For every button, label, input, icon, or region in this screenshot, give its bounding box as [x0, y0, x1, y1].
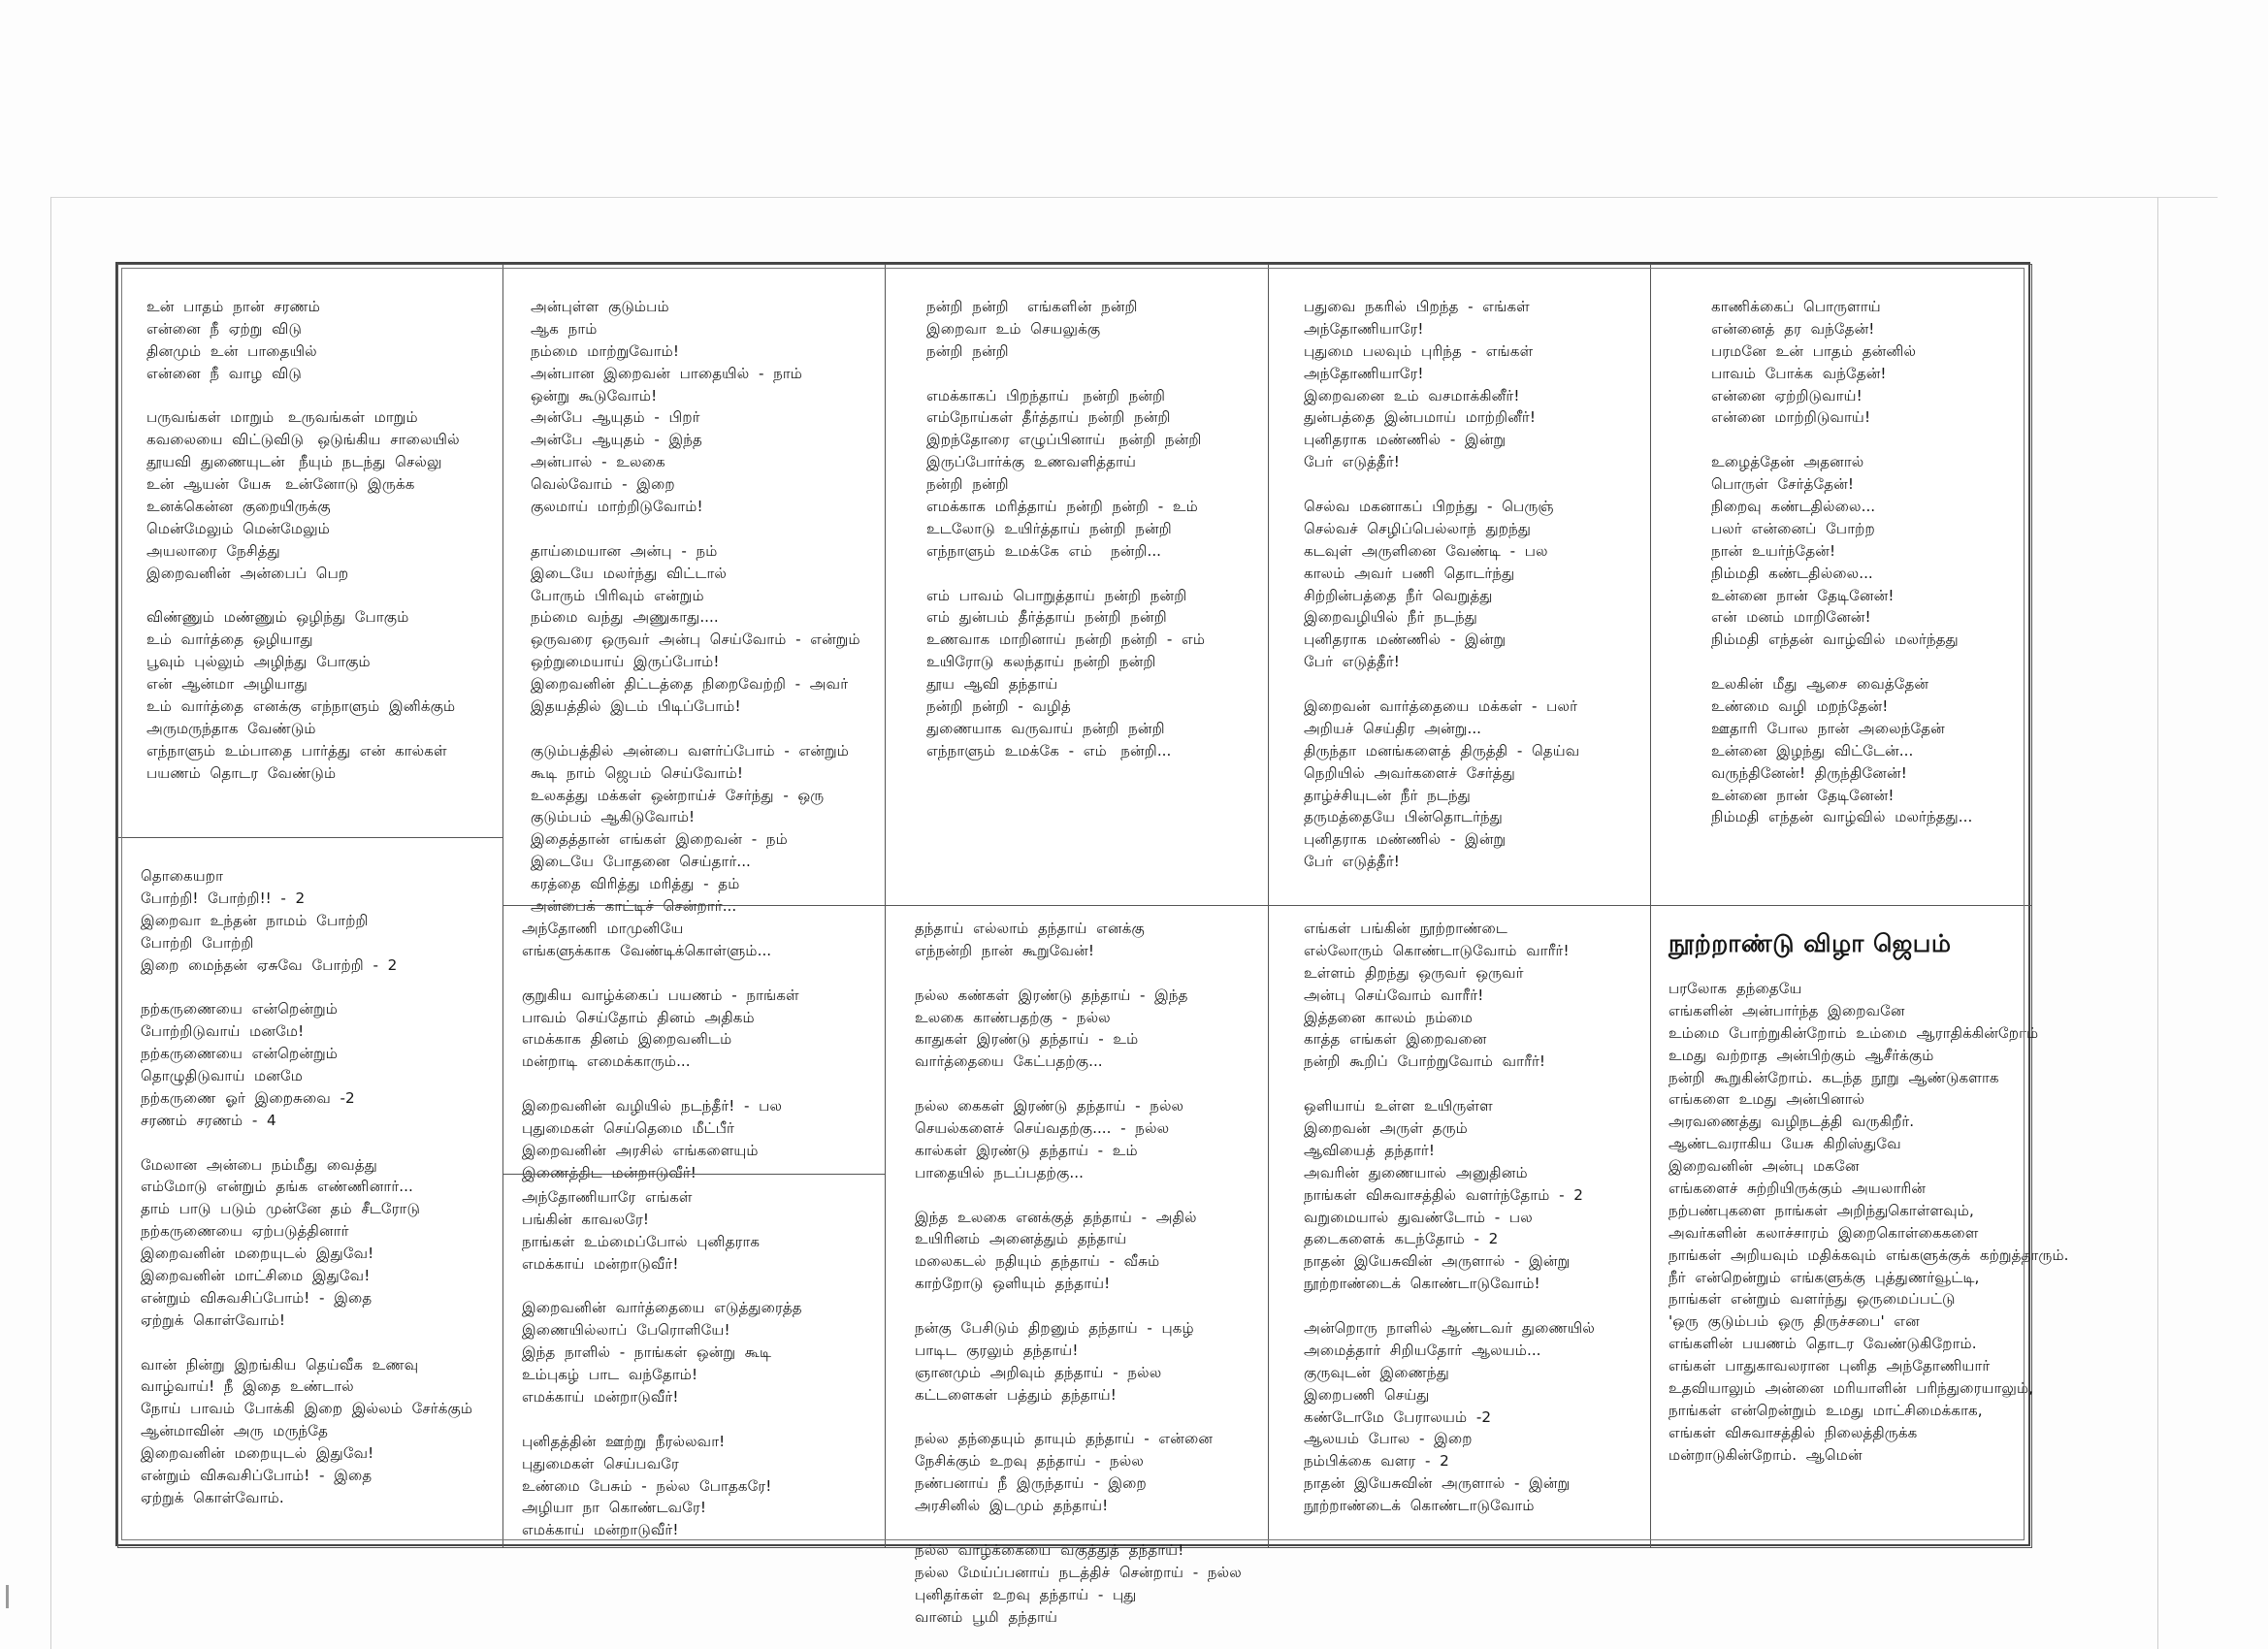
lyric-line: பருவங்கள் மாறும் உருவங்கள் மாறும்: [146, 408, 418, 427]
stanza-break: [915, 1517, 1242, 1539]
lyric-line: அவரின் துணையால் அனுதினம்: [1304, 1163, 1528, 1181]
lyric-line: உனக்கென்ன குறையிருக்கு: [146, 498, 331, 516]
lyric-line: எமக்காய் மன்றாடுவீர்!: [522, 1521, 679, 1539]
song-panel-6: [117, 837, 503, 1548]
song-panel-10: [1268, 905, 1651, 1548]
lyric-line: புனிதராக மண்ணில் - இன்று: [1304, 630, 1507, 649]
lyric-line: உணவாக மாறினாய் நன்றி நன்றி - எம்: [926, 630, 1206, 649]
stanza-break: [1304, 1073, 1595, 1095]
lyric-line: இறைபணி செய்து: [1304, 1385, 1430, 1404]
lyric-line: மேலான அன்பை நம்மீது வைத்து: [141, 1155, 377, 1174]
lyric-line: வான் நின்று இறங்கிய தெய்வீக உணவு: [141, 1355, 419, 1374]
stanza-break: [926, 563, 1205, 585]
stanza-break: [522, 1408, 802, 1431]
lyric-line: பாடிட குரலும் தந்தாய்!: [915, 1341, 1079, 1359]
lyric-line: ஆன்மாவின் அரு மருந்தே: [141, 1422, 329, 1440]
song-panel-1: [117, 264, 503, 838]
lyric-line: நாங்கள் என்றும் வளர்ந்து ஒருமைப்பட்டு: [1669, 1290, 1956, 1309]
stanza-break: [141, 1132, 472, 1154]
lyric-line: அன்பான இறைவன் பாதையில் - நாம்: [531, 364, 803, 382]
lyric-line: துணையாக வருவாய் நன்றி நன்றி: [926, 719, 1165, 737]
lyric-line: அன்புள்ள குடும்பம்: [531, 298, 669, 315]
lyric-line: என்னைத் தர வந்தேன்!: [1711, 319, 1875, 338]
lyric-line: இந்த உலகை எனக்குத் தந்தாய் - அதில்: [915, 1208, 1197, 1226]
lyric-line: நற்கருணையை ஏற்படுத்தினார்: [141, 1222, 349, 1241]
song-panel-8: [502, 1174, 886, 1548]
lyric-line: நம்மை வந்து அணுகாது....: [531, 608, 719, 627]
lyric-line: பாவம் போக்க வந்தேன்!: [1711, 364, 1887, 382]
lyric-line: தூய ஆவி தந்தாய்: [926, 675, 1058, 694]
lyric-line: எங்களுக்காக வேண்டிக்கொள்ளும்...: [522, 941, 772, 959]
lyric-line: தாம் பாடு படும் முன்னே தம் சீடரோடு: [141, 1200, 421, 1218]
song-sheet: [115, 262, 2069, 1626]
scan-page-edge-right: [2157, 197, 2158, 1649]
lyric-line: எமக்காய் மன்றாடுவீர்!: [522, 1388, 679, 1406]
stanza-break: [141, 976, 472, 998]
lyric-line: இறைவனின் அன்பு மகனே: [1669, 1157, 1860, 1176]
lyric-line: கரத்தை விரித்து மரித்து - தம்: [531, 875, 740, 893]
lyric-line: நற்பண்புகளை நாங்கள் அறிந்துகொள்ளவும்,: [1669, 1201, 1974, 1219]
lyric-line: விண்ணும் மண்ணும் ஒழிந்து போகும்: [146, 608, 409, 627]
lyric-line: பேர் எடுத்தீர்!: [1304, 653, 1400, 671]
lyric-line: பரலோக தந்தையே: [1669, 980, 1802, 997]
lyric-line: என்னை நீ ஏற்று விடு: [146, 319, 303, 338]
lyric-line: அறியச் செய்திர அன்று...: [1304, 719, 1482, 737]
stanza-break: [531, 518, 860, 540]
lyric-line: நாங்கள் அறியவும் மதிக்கவும் எங்களுக்குக் கற்றுத்தாரும்.: [1669, 1245, 2069, 1264]
lyric-line: நன்றி கூறிப் போற்றுவோம் வாரீர்!: [1304, 1052, 1545, 1071]
lyric-line: ஏற்றுக் கொள்வோம்!: [141, 1310, 285, 1329]
song-panel-3: [885, 264, 1269, 906]
lyric-line: நாங்கள் உம்மைப்போல் புனிதராக: [522, 1232, 761, 1250]
lyric-line: எங்களின் அன்பார்ந்த இறைவனே: [1669, 1001, 1905, 1019]
lyric-line: ஒருவரை ஒருவர் அன்பு செய்வோம் - என்றும்: [531, 630, 860, 649]
lyric-line: அமைத்தார் சிறியதோர் ஆலயம்...: [1304, 1341, 1541, 1359]
stanza-break: [915, 1295, 1242, 1317]
lyric-line: ஒன்று கூடுவோம்!: [531, 386, 658, 404]
lyric-line: தூயவி துணையுடன் நீயும் நடந்து செல்லு: [146, 453, 442, 471]
lyric-line: போரும் பிரிவும் என்றும்: [531, 586, 704, 604]
lyric-line: உயிரோடு கலந்தாய் நன்றி நன்றி: [926, 653, 1156, 671]
lyric-line: அருமருந்தாக வேண்டும்: [146, 719, 316, 737]
lyric-line: ஒற்றுமையாய் இருப்போம்!: [531, 653, 720, 671]
stanza-break: [522, 1276, 802, 1298]
lyric-line: நூற்றாண்டைக் கொண்டாடுவோம்!: [1304, 1275, 1540, 1293]
lyric-line: வறுமையால் துவண்டோம் - பல: [1304, 1208, 1533, 1226]
lyric-line: கட்டளைகள் பத்தும் தந்தாய்!: [915, 1385, 1117, 1404]
lyric-line: என் மனம் மாறினேன்!: [1711, 608, 1871, 627]
scan-page-edge-top: [50, 197, 2218, 198]
lyric-line: உமது வற்றாத அன்பிற்கும் ஆசீர்க்கும்: [1669, 1046, 1934, 1064]
lyric-line: நாங்கள் என்றென்றும் உமது மாட்சிமைக்காக,: [1669, 1401, 1983, 1419]
lyric-line: அன்பே ஆயுதம் - இந்த: [531, 431, 702, 449]
lyric-line: உழைத்தேன் அதனால்: [1711, 453, 1864, 471]
lyric-line: ஆவியைத் தந்தார்!: [1304, 1141, 1435, 1159]
lyric-line: எம்நோய்கள் தீர்த்தாய் நன்றி நன்றி: [926, 408, 1171, 427]
lyric-line: இடையே போதனை செய்தார்...: [531, 853, 751, 871]
lyric-line: உன் ஆயன் யேசு உன்னோடு இருக்க: [146, 475, 415, 494]
lyric-line: நிம்மதி எந்தன் வாழ்வில் மலர்ந்தது: [1711, 630, 1959, 649]
lyric-line: நம்பிக்கை வளர - 2: [1304, 1452, 1449, 1471]
lyric-line: இடையே மலர்ந்து விட்டால்: [531, 564, 728, 582]
lyric-line: நற்கருணையை என்றென்றும்: [141, 1045, 338, 1063]
lyric-line: செல்வச் செழிப்பெல்லாந் துறந்து: [1304, 519, 1532, 537]
lyric-line: நான் உயர்ந்தேன்!: [1711, 541, 1836, 560]
lyric-line: எந்நன்றி நான் கூறுவேன்!: [915, 941, 1094, 959]
lyric-line: இறைவா உந்தன் நாமம் போற்றி: [141, 911, 369, 929]
stanza-break: [915, 962, 1242, 985]
lyric-line: எந்நாளும் உம்பாதை பார்த்து என் கால்கள்: [146, 741, 447, 760]
lyric-line: மென்மேலும் மென்மேலும்: [146, 519, 330, 537]
lyric-line: 'ஒரு குடும்பம் ஒரு திருச்சபை' என: [1669, 1312, 1920, 1331]
lyric-line: பேர் எடுத்தீர்!: [1304, 453, 1400, 471]
stanza-break: [522, 1073, 799, 1095]
lyric-line: அன்றொரு நாளில் ஆண்டவர் துணையில்: [1304, 1319, 1595, 1338]
lyric-line: அரசினில் இடமும் தந்தாய்!: [915, 1497, 1109, 1515]
song-panel-2: [502, 264, 886, 916]
lyric-line: இணைத்திட மன்றாடுவீர்!: [522, 1163, 697, 1181]
lyric-line: போற்றி போற்றி: [141, 933, 254, 952]
lyric-line: மலைகடல் நதியும் தந்தாய் - வீசும்: [915, 1252, 1160, 1271]
lyric-line: ஊதாரி போல நான் அலைந்தேன்: [1711, 719, 1945, 737]
lyric-line: உலகின் மீது ஆசை வைத்தேன்: [1711, 675, 1929, 694]
lyric-line: அழியா நா கொண்டவரே!: [522, 1499, 706, 1517]
lyric-line: பயணம் தொடர வேண்டும்: [146, 763, 337, 782]
lyric-line: உள்ளம் திறந்து ஒருவர் ஒருவர்: [1304, 963, 1524, 982]
lyric-line: கடவுள் அருளினை வேண்டி - பல: [1304, 541, 1548, 560]
lyric-line: புனிதர்கள் உறவு தந்தாய் - புது: [915, 1585, 1137, 1603]
lyric-line: ஆலயம் போல - இறை: [1304, 1430, 1473, 1448]
lyric-line: ஞானமும் அறிவும் தந்தாய் - நல்ல: [915, 1363, 1162, 1381]
lyric-line: எந்நாளும் உமக்கே - எம் நன்றி...: [926, 741, 1172, 760]
lyric-line: பலர் என்னைப் போற்ற: [1711, 519, 1875, 537]
lyric-line: அவர்களின் கலாச்சாரம் இறைகொள்கைகளை: [1669, 1223, 1979, 1242]
lyric-line: துன்பத்தை இன்பமாய் மாற்றினீர்!: [1304, 408, 1536, 427]
lyric-line: என் ஆன்மா அழியாது: [146, 675, 308, 694]
stanza-break: [1304, 473, 1579, 496]
lyric-line: காலம் அவர் பணி தொடர்ந்து: [1304, 564, 1515, 582]
stanza-break: [146, 585, 460, 607]
lyric-line: புதுமைகள் செய்தெமை மீட்பீர்: [522, 1119, 734, 1138]
lyric-line: அந்தோணி மாமுனியே: [522, 920, 684, 937]
lyric-line: இறைவனின் மாட்சிமை இதுவே!: [141, 1267, 371, 1285]
lyric-line: நோய் பாவம் போக்கி இறை இல்லம் சேர்க்கும்: [141, 1400, 473, 1418]
lyric-line: ஆண்டவராகிய யேசு கிறிஸ்துவே: [1669, 1135, 1901, 1153]
lyric-line: இறை மைந்தன் ஏசுவே போற்றி - 2: [141, 955, 398, 974]
lyric-line: பூவும் புல்லும் அழிந்து போகும்: [146, 653, 371, 671]
song-panel-5: [1650, 264, 2032, 906]
lyric-line: குடும்பத்தில் அன்பை வளர்ப்போம் - என்றும்: [531, 741, 850, 760]
lyric-line: பாதையில் நடப்பதற்கு...: [915, 1163, 1084, 1181]
lyric-line: இறைவா உம் செயலுக்கு: [926, 319, 1101, 338]
lyric-line: தொழுதிடுவாய் மனமே: [141, 1067, 303, 1085]
lyric-line: என்னை நீ வாழ விடு: [146, 364, 302, 382]
lyric-line: எங்கள் பங்கின் நூற்றாண்டை: [1304, 920, 1507, 937]
lyric-line: குருவுடன் இணைந்து: [1304, 1363, 1449, 1381]
lyric-line: இறைவனின் வழியில் நடந்தீர்! - பல: [522, 1097, 783, 1116]
lyric-line: உலகத்து மக்கள் ஒன்றாய்ச் சேர்ந்து - ஒரு: [531, 786, 825, 804]
lyric-line: இறைவனின் திட்டத்தை நிறைவேற்றி - அவர்: [531, 675, 849, 694]
lyric-line: இந்த நாளில் - நாங்கள் ஒன்று கூடி: [522, 1343, 772, 1362]
lyric-line: உம் வார்த்தை ஒழியாது: [146, 630, 313, 649]
lyric-line: எங்கள் விசுவாசத்தில் நிலைத்திருக்க: [1669, 1423, 1918, 1441]
lyric-line: செயல்களைச் செய்வதற்கு.... - நல்ல: [915, 1119, 1170, 1138]
lyric-line: குலமாய் மாற்றிடுவோம்!: [531, 498, 703, 516]
lyric-line: உதவியாலும் அன்னை மரியாளின் பரிந்துரையாலும்,: [1669, 1379, 2034, 1398]
binder-mark: [6, 1585, 9, 1608]
lyric-line: உம் வார்த்தை எனக்கு எந்நாளும் இனிக்கும்: [146, 697, 456, 716]
lyric-line: இத்தனை காலம் நம்மை: [1304, 1008, 1474, 1026]
lyric-line: வானம் பூமி தந்தாய்: [915, 1607, 1058, 1626]
stanza-break: [1304, 673, 1579, 695]
lyric-line: மன்றாடுகின்றோம். ஆமென்: [1669, 1445, 1863, 1464]
stanza-break: [141, 1332, 472, 1354]
lyric-line: எமக்காய் மன்றாடுவீர்!: [522, 1254, 679, 1273]
lyric-line: உன்னை நான் தேடினேன்!: [1711, 786, 1895, 804]
lyric-line: நல்ல கைகள் இரண்டு தந்தாய் - நல்ல: [915, 1097, 1184, 1116]
lyric-line: குறுகிய வாழ்க்கைப் பயணம் - நாங்கள்: [522, 986, 799, 1004]
lyric-line: நன்றி கூறுகின்றோம். கடந்த நூறு ஆண்டுகளாக: [1669, 1068, 1999, 1086]
lyric-line: என்றும் விசுவசிப்போம்! - இதை: [141, 1467, 373, 1485]
lyric-line: எங்களை உமது அன்பினால்: [1669, 1090, 1865, 1109]
lyric-line: இறைவன் வார்த்தையை மக்கள் - பலர்: [1304, 697, 1577, 716]
lyric-line: நற்கருணை ஓர் இறைசுவை -2: [141, 1088, 355, 1107]
lyric-line: உண்மை வழி மறந்தேன்!: [1711, 697, 1889, 716]
lyric-line: எந்நாளும் உமக்கே எம் நன்றி...: [926, 541, 1162, 560]
lyric-line: புனிதத்தின் ஊற்று நீரல்லவா!: [522, 1432, 726, 1450]
lyric-line: புதுமை பலவும் புரிந்த - எங்கள்: [1304, 341, 1534, 360]
lyric-line: மன்றாடி எமைக்காரும்...: [522, 1052, 691, 1071]
lyric-line: திருந்தா மனங்களைத் திருத்தி - தெய்வ: [1304, 741, 1580, 760]
lyric-line: பேர் எடுத்தீர்!: [1304, 853, 1400, 871]
lyric-line: தொகையறா: [141, 867, 224, 885]
lyric-line: உயிரினம் அனைத்தும் தந்தாய்: [915, 1230, 1127, 1248]
lyric-line: பங்கின் காவலரே!: [522, 1210, 649, 1228]
lyric-line: எங்களின் பயணம் தொடர வேண்டுகிறோம்.: [1669, 1335, 1977, 1353]
song-panel-4: [1268, 264, 1651, 906]
lyric-line: என்றும் விசுவசிப்போம்! - இதை: [141, 1288, 373, 1307]
lyric-line: எங்களைச் சுற்றியிருக்கும் அயலாரின்: [1669, 1180, 1927, 1198]
lyric-line: சரணம் சரணம் - 4: [141, 1111, 276, 1129]
lyric-line: உன் பாதம் நான் சரணம்: [146, 298, 321, 315]
lyric-line: வெல்வோம் - இறை: [531, 475, 675, 494]
stanza-break: [1304, 1295, 1595, 1317]
lyric-line: உலகை காண்பதற்கு - நல்ல: [915, 1008, 1111, 1026]
lyric-line: இணையில்லாப் பேரொளியே!: [522, 1321, 730, 1340]
stanza-break: [1711, 429, 1972, 451]
lyric-line: நன்றி நன்றி எங்களின் நன்றி: [926, 298, 1138, 315]
lyric-line: நீர் என்றென்றும் எங்களுக்கு புத்துணர்வூட்டி,: [1669, 1268, 1980, 1286]
lyric-line: என்னை மாற்றிடுவாய்!: [1711, 408, 1871, 427]
lyric-line: நன்றி நன்றி - வழித்: [926, 697, 1071, 716]
lyric-line: எம் துன்பம் தீர்த்தாய் நன்றி நன்றி: [926, 608, 1167, 627]
lyric-line: உம்புகழ் பாட வந்தோம்!: [522, 1366, 698, 1384]
lyric-line: அன்பு செய்வோம் வாரீர்!: [1304, 986, 1484, 1004]
stanza-break: [926, 363, 1205, 385]
lyric-line: நற்கருணையை என்றென்றும்: [141, 1000, 338, 1018]
lyric-line: அன்பைக் காட்டிச் சென்றார்...: [531, 897, 737, 916]
prayer-heading: நூற்றாண்டு விழா ஜெபம்: [1669, 929, 1952, 957]
lyric-line: தாழ்ச்சியுடன் நீர் நடந்து: [1304, 786, 1471, 804]
lyric-line: உன்னை இழந்து விட்டேன்...: [1711, 741, 1914, 760]
lyric-line: நம்மை மாற்றுவோம்!: [531, 341, 679, 360]
lyric-line: எம் பாவம் பொறுத்தாய் நன்றி நன்றி: [926, 586, 1187, 604]
lyric-line: தினமும் உன் பாதையில்: [146, 341, 317, 360]
lyric-line: போற்றி! போற்றி!! - 2: [141, 889, 306, 907]
lyric-line: அந்தோணியாரே!: [1304, 364, 1424, 382]
lyric-line: நல்ல மேய்ப்பனாய் நடத்திச் சென்றாய் - நல்ல: [915, 1563, 1242, 1581]
lyric-line: புதுமைகள் செய்பவரே: [522, 1454, 679, 1472]
lyric-line: நாங்கள் விசுவாசத்தில் வளர்ந்தோம் - 2: [1304, 1185, 1583, 1204]
lyric-line: வார்த்தையை கேட்பதற்கு...: [915, 1052, 1103, 1071]
lyric-line: காத்த எங்கள் இறைவனை: [1304, 1030, 1487, 1049]
lyric-line: நல்ல கண்கள் இரண்டு தந்தாய் - இந்த: [915, 986, 1188, 1004]
lyric-line: பொருள் சேர்த்தேன்!: [1711, 475, 1855, 494]
lyric-line: இறைவனின் அன்பைப் பெற: [146, 564, 349, 582]
lyric-line: எமக்காகப் பிறந்தாய் நன்றி நன்றி: [926, 386, 1166, 404]
lyric-line: ஒளியாய் உள்ள உயிருள்ள: [1304, 1097, 1493, 1116]
lyric-line: நூற்றாண்டைக் கொண்டாடுவோம்: [1304, 1497, 1535, 1515]
stanza-break: [1711, 651, 1972, 673]
song-panel-9: [885, 905, 1269, 1626]
lyric-line: உடலோடு உயிர்த்தாய் நன்றி நன்றி: [926, 519, 1172, 537]
lyric-line: அன்பே ஆயுதம் - பிறர்: [531, 408, 700, 427]
lyric-line: உம்மை போற்றுகின்றோம் உம்மை ஆராதிக்கின்றோம்: [1669, 1023, 2039, 1042]
lyric-line: புனிதராக மண்ணில் - இன்று: [1304, 830, 1507, 849]
lyric-line: நன்றி நன்றி: [926, 341, 1009, 360]
lyric-line: இறைவனின் மறையுடல் இதுவே!: [141, 1444, 374, 1463]
lyric-line: அயலாரை நேசித்து: [146, 541, 280, 560]
lyric-line: இறந்தோரை எழுப்பினாய் நன்றி நன்றி: [926, 431, 1202, 449]
lyric-line: கூடி நாம் ஜெபம் செய்வோம்!: [531, 763, 744, 782]
lyric-line: கால்கள் இரண்டு தந்தாய் - உம்: [915, 1141, 1138, 1159]
stanza-break: [522, 962, 799, 985]
lyric-line: பரமனே உன் பாதம் தன்னில்: [1711, 341, 1917, 360]
lyric-line: வருந்தினேன்! திருந்தினேன்!: [1711, 763, 1907, 782]
lyric-line: எல்லோரும் கொண்டாடுவோம் வாரீர்!: [1304, 941, 1570, 959]
stanza-break: [531, 718, 860, 740]
lyric-line: நன்கு பேசிடும் திறனும் தந்தாய் - புகழ்: [915, 1319, 1194, 1338]
lyric-line: நாதன் இயேசுவின் அருளால் - இன்று: [1304, 1252, 1571, 1271]
lyric-line: இறைவனின் அரசில் எங்களையும்: [522, 1141, 759, 1159]
lyric-line: காற்றோடு ஒளியும் தந்தாய்!: [915, 1275, 1111, 1293]
lyric-line: பதுவை நகரில் பிறந்த - எங்கள்: [1304, 298, 1530, 315]
lyric-line: ஏற்றுக் கொள்வோம்.: [141, 1488, 284, 1506]
lyric-line: நல்ல தந்தையும் தாயும் தந்தாய் - என்னை: [915, 1430, 1214, 1448]
lyric-line: தருமத்தையே பின்தொடர்ந்து: [1304, 808, 1503, 826]
lyric-line: புனிதராக மண்ணில் - இன்று: [1304, 431, 1507, 449]
lyric-line: இதைத்தான் எங்கள் இறைவன் - நம்: [531, 830, 788, 849]
stanza-break: [915, 1406, 1242, 1429]
lyric-line: நாதன் இயேசுவின் அருளால் - இன்று: [1304, 1474, 1571, 1493]
lyric-line: எங்கள் பாதுகாவலரான புனித அந்தோணியார்: [1669, 1357, 1991, 1375]
prayer-panel: [1650, 905, 2069, 1548]
lyric-line: நல்ல வாழ்க்கையை வகுத்துத் தந்தாய்!: [915, 1540, 1184, 1559]
lyric-line: அன்பால் - உலகை: [531, 453, 665, 471]
lyric-line: செல்வ மகனாகப் பிறந்து - பெருஞ்: [1304, 498, 1554, 516]
song-panel-7: [502, 905, 886, 1181]
lyric-line: நிம்மதி கண்டதில்லை...: [1711, 564, 1873, 582]
lyric-line: தடைகளைக் கடந்தோம் - 2: [1304, 1230, 1499, 1248]
lyric-line: இதயத்தில் இடம் பிடிப்போம்!: [531, 697, 741, 716]
lyric-line: இறைவனின் வார்த்தையை எடுத்துரைத்த: [522, 1299, 802, 1317]
stanza-break: [146, 385, 460, 407]
lyric-line: போற்றிடுவாய் மனமே!: [141, 1022, 305, 1041]
lyric-line: நிம்மதி எந்தன் வாழ்வில் மலர்ந்தது...: [1711, 808, 1973, 826]
lyric-line: கண்டோமே பேராலயம் -2: [1304, 1407, 1492, 1426]
lyric-line: காதுகள் இரண்டு தந்தாய் - உம்: [915, 1030, 1139, 1049]
lyric-line: சிற்றின்பத்தை நீர் வெறுத்து: [1304, 586, 1493, 604]
lyric-line: நன்றி நன்றி: [926, 475, 1009, 494]
lyric-line: எமக்காக மரித்தாய் நன்றி நன்றி - உம்: [926, 498, 1198, 516]
lyric-line: குடும்பம் ஆகிடுவோம்!: [531, 808, 696, 826]
lyric-line: நெறியில் அவர்களைச் சேர்த்து: [1304, 763, 1515, 782]
stanza-break: [915, 1073, 1242, 1095]
lyric-line: நண்பனாய் நீ இருந்தாய் - இறை: [915, 1474, 1147, 1493]
lyric-line: இறைவனை உம் வசமாக்கினீர்!: [1304, 386, 1520, 404]
lyric-line: உண்மை பேசும் - நல்ல போதகரே!: [522, 1476, 772, 1495]
stanza-break: [915, 1184, 1242, 1207]
lyric-line: தாய்மையான அன்பு - நம்: [531, 541, 718, 560]
scan-page-edge-left: [50, 197, 51, 1649]
lyric-line: நிறைவு கண்டதில்லை...: [1711, 498, 1876, 516]
lyric-line: உன்னை நான் தேடினேன்!: [1711, 586, 1895, 604]
lyric-line: அரவணைத்து வழிநடத்தி வருகிறீர்.: [1669, 1113, 1915, 1131]
lyric-line: இருப்போர்க்கு உணவளித்தாய்: [926, 453, 1137, 471]
lyric-line: பாவம் செய்தோம் தினம் அதிகம்: [522, 1008, 755, 1026]
lyric-line: எமக்காக தினம் இறைவனிடம்: [522, 1030, 732, 1049]
lyric-line: நேசிக்கும் உறவு தந்தாய் - நல்ல: [915, 1452, 1144, 1471]
lyric-line: கவலையை விட்டுவிடு ஒடுங்கிய சாலையில்: [146, 431, 460, 449]
lyric-line: தந்தாய் எல்லாம் தந்தாய் எனக்கு: [915, 920, 1145, 937]
lyric-line: ஆக நாம்: [531, 319, 598, 338]
lyric-line: இறைவழியில் நீர் நடந்து: [1304, 608, 1477, 627]
lyric-line: எம்மோடு என்றும் தங்க எண்ணினார்...: [141, 1178, 413, 1196]
lyric-line: காணிக்கைப் பொருளாய்: [1711, 298, 1881, 315]
lyric-line: அந்தோணியாரே!: [1304, 319, 1424, 338]
lyric-line: இறைவனின் மறையுடல் இதுவே!: [141, 1245, 374, 1263]
lyric-line: என்னை ஏற்றிடுவாய்!: [1711, 386, 1863, 404]
lyric-line: இறைவன் அருள் தரும்: [1304, 1119, 1468, 1138]
lyric-line: வாழ்வாய்! நீ இதை உண்டால்: [141, 1377, 354, 1396]
lyric-line: அந்தோணியாரே எங்கள்: [522, 1188, 693, 1206]
